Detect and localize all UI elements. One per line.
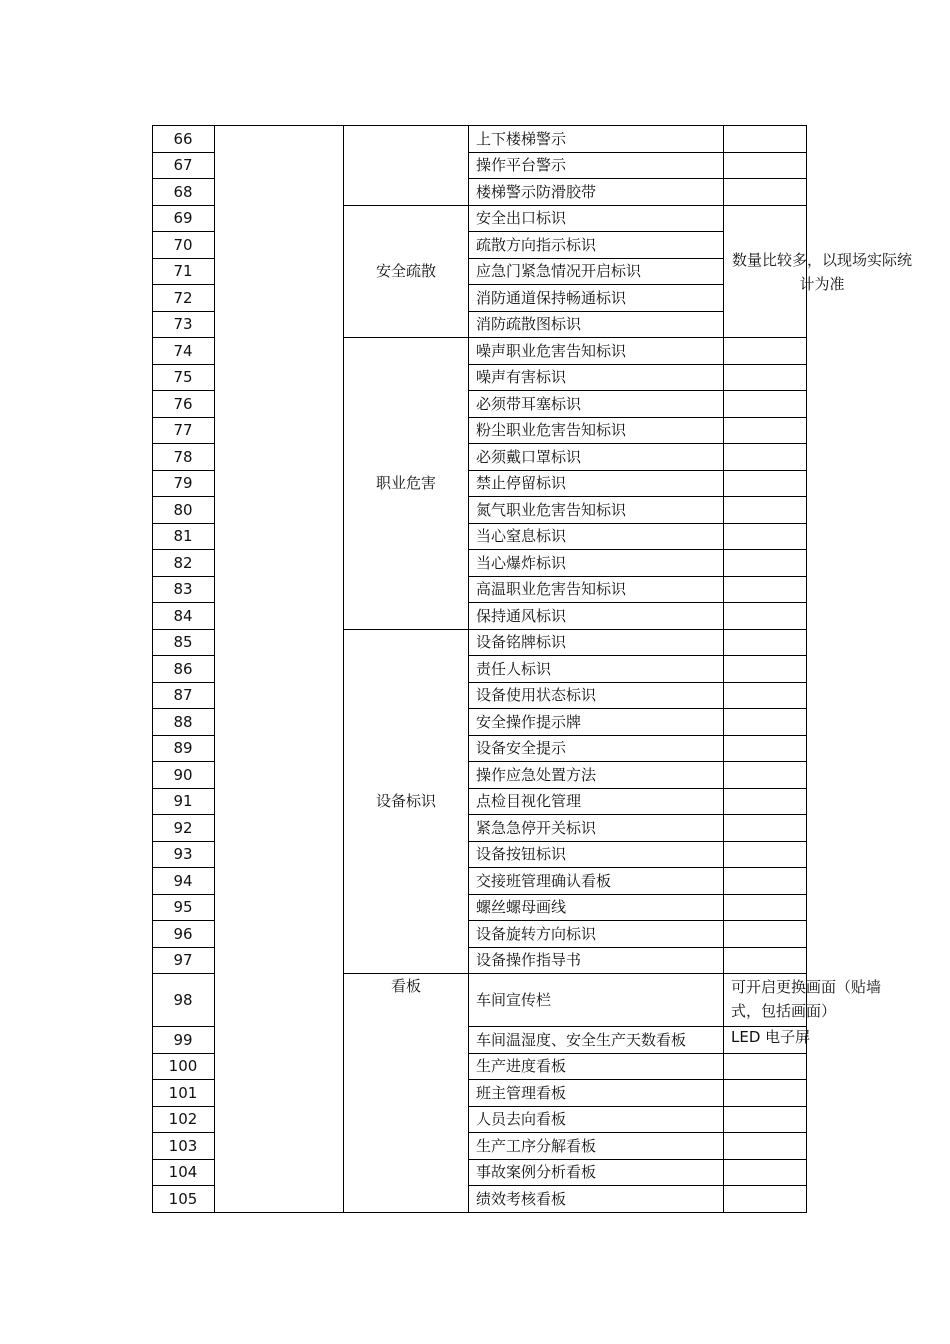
row-number: 67 bbox=[173, 156, 193, 175]
row-item: 螺丝螺母画线 bbox=[476, 898, 567, 917]
row-item: 操作平台警示 bbox=[476, 156, 567, 175]
row-item: 事故案例分析看板 bbox=[476, 1163, 597, 1182]
row-item: 安全出口标识 bbox=[476, 209, 567, 228]
row-item: 上下楼梯警示 bbox=[476, 129, 567, 148]
bottom-border bbox=[152, 1212, 215, 1213]
row-number: 77 bbox=[173, 421, 193, 440]
item-column-divider bbox=[723, 125, 724, 1212]
row-divider bbox=[723, 1159, 807, 1160]
top-border bbox=[214, 125, 344, 126]
row-divider bbox=[723, 523, 807, 524]
row-item: 噪声有害标识 bbox=[476, 368, 567, 387]
row-divider bbox=[723, 629, 807, 630]
row-number: 73 bbox=[173, 315, 193, 334]
row-number: 89 bbox=[173, 739, 193, 758]
row-divider bbox=[723, 417, 807, 418]
row-number: 80 bbox=[173, 500, 193, 519]
row-divider bbox=[723, 682, 807, 683]
row-divider bbox=[723, 1079, 807, 1080]
category-equipment-marking: 设备标识 bbox=[375, 792, 436, 810]
row-item: 设备操作指导书 bbox=[476, 951, 582, 970]
row-number: 96 bbox=[173, 924, 193, 943]
row-divider bbox=[723, 178, 807, 179]
row-divider bbox=[723, 337, 807, 338]
row-item: 应急门紧急情况开启标识 bbox=[476, 262, 642, 281]
row-item: 车间温湿度、安全生产天数看板 bbox=[476, 1030, 687, 1049]
row-number: 72 bbox=[173, 288, 193, 307]
row-item: 生产进度看板 bbox=[476, 1057, 567, 1076]
row-divider bbox=[723, 894, 807, 895]
row-item: 疏散方向指示标识 bbox=[476, 235, 597, 254]
blank-column-divider bbox=[343, 125, 344, 1212]
row-number: 101 bbox=[168, 1083, 198, 1102]
row-number: 87 bbox=[173, 686, 193, 705]
row-item: 设备安全提示 bbox=[476, 739, 567, 758]
row-number: 99 bbox=[173, 1030, 193, 1049]
row-divider bbox=[723, 708, 807, 709]
row-divider bbox=[723, 496, 807, 497]
row-divider bbox=[723, 947, 807, 948]
row-number: 69 bbox=[173, 209, 193, 228]
row-number: 103 bbox=[168, 1136, 198, 1155]
row-number: 82 bbox=[173, 553, 193, 572]
row-number: 76 bbox=[173, 394, 193, 413]
note-evacuation-count: 数量比较多，以现场实际统计为准 bbox=[731, 251, 912, 293]
row-number: 100 bbox=[168, 1057, 198, 1076]
row-number: 97 bbox=[173, 951, 193, 970]
row-number: 105 bbox=[168, 1189, 198, 1208]
row-item: 必须带耳塞标识 bbox=[476, 394, 582, 413]
row-number: 94 bbox=[173, 871, 193, 890]
row-divider bbox=[723, 1106, 807, 1107]
row-item: 设备按钮标识 bbox=[476, 845, 567, 864]
row-number: 79 bbox=[173, 474, 193, 493]
row-number: 104 bbox=[168, 1163, 198, 1182]
row-divider bbox=[723, 814, 807, 815]
row-number: 81 bbox=[173, 527, 193, 546]
row-divider bbox=[723, 1132, 807, 1133]
row-divider bbox=[723, 205, 807, 206]
row-number: 88 bbox=[173, 712, 193, 731]
row-number: 102 bbox=[168, 1110, 198, 1129]
row-number: 90 bbox=[173, 765, 193, 784]
category-divider bbox=[343, 629, 469, 630]
row-item: 消防通道保持畅通标识 bbox=[476, 288, 627, 307]
row-divider bbox=[723, 761, 807, 762]
row-number: 78 bbox=[173, 447, 193, 466]
bottom-border bbox=[343, 1212, 469, 1213]
row-number: 91 bbox=[173, 792, 193, 811]
row-item: 高温职业危害告知标识 bbox=[476, 580, 627, 599]
row-item: 安全操作提示牌 bbox=[476, 712, 582, 731]
row-item: 生产工序分解看板 bbox=[476, 1136, 597, 1155]
row-divider bbox=[723, 443, 807, 444]
row-item: 保持通风标识 bbox=[476, 606, 567, 625]
row-item: 设备铭牌标识 bbox=[476, 633, 567, 652]
row-item: 楼梯警示防滑胶带 bbox=[476, 182, 597, 201]
bottom-border bbox=[468, 1212, 807, 1213]
row-divider bbox=[723, 470, 807, 471]
row-item: 当心窒息标识 bbox=[476, 527, 567, 546]
row-item: 班主管理看板 bbox=[476, 1083, 567, 1102]
row-number: 86 bbox=[173, 659, 193, 678]
row-number: 70 bbox=[173, 235, 193, 254]
note-publicity-board: 可开启更换画面（贴墙式，包括画面） bbox=[731, 978, 882, 1020]
row-number: 95 bbox=[173, 898, 193, 917]
row-divider bbox=[723, 364, 807, 365]
row-number: 84 bbox=[173, 606, 193, 625]
category-column-divider bbox=[468, 125, 469, 1212]
row-item: 车间宣传栏 bbox=[476, 991, 552, 1009]
category-occupational-hazard: 职业危害 bbox=[375, 474, 436, 492]
row-number: 98 bbox=[173, 991, 193, 1009]
row-divider bbox=[723, 867, 807, 868]
row-item: 紧急急停开关标识 bbox=[476, 818, 597, 837]
row-number: 93 bbox=[173, 845, 193, 864]
row-number: 92 bbox=[173, 818, 193, 837]
row-divider bbox=[723, 841, 807, 842]
row-divider bbox=[723, 390, 807, 391]
row-item: 设备旋转方向标识 bbox=[476, 924, 597, 943]
row-item: 粉尘职业危害告知标识 bbox=[476, 421, 627, 440]
row-item: 人员去向看板 bbox=[476, 1110, 567, 1129]
category-divider bbox=[343, 205, 469, 206]
note-temp-board: LED 电子屏 bbox=[731, 1028, 811, 1046]
row-divider bbox=[723, 788, 807, 789]
row-number: 71 bbox=[173, 262, 193, 281]
row-divider bbox=[723, 1185, 807, 1186]
row-divider bbox=[723, 735, 807, 736]
row-divider bbox=[723, 602, 807, 603]
bottom-border bbox=[214, 1212, 344, 1213]
row-item: 设备使用状态标识 bbox=[476, 686, 597, 705]
row-divider bbox=[723, 920, 807, 921]
row-number: 74 bbox=[173, 341, 193, 360]
row-number: 66 bbox=[173, 129, 193, 148]
row-divider bbox=[723, 655, 807, 656]
row-number: 83 bbox=[173, 580, 193, 599]
row-number: 85 bbox=[173, 633, 193, 652]
row-divider bbox=[723, 152, 807, 153]
row-item: 氮气职业危害告知标识 bbox=[476, 500, 627, 519]
category-divider bbox=[343, 337, 469, 338]
row-item: 消防疏散图标识 bbox=[476, 315, 582, 334]
row-divider bbox=[723, 549, 807, 550]
row-number: 68 bbox=[173, 182, 193, 201]
row-number: 75 bbox=[173, 368, 193, 387]
row-divider bbox=[723, 1053, 807, 1054]
row-item: 绩效考核看板 bbox=[476, 1189, 567, 1208]
row-item: 点检目视化管理 bbox=[476, 792, 582, 811]
row-item: 当心爆炸标识 bbox=[476, 553, 567, 572]
row-item: 操作应急处置方法 bbox=[476, 765, 597, 784]
top-border bbox=[343, 125, 469, 126]
row-item: 禁止停留标识 bbox=[476, 474, 567, 493]
row-divider bbox=[723, 576, 807, 577]
row-item: 责任人标识 bbox=[476, 659, 552, 678]
number-column-divider bbox=[214, 125, 215, 1212]
row-item: 噪声职业危害告知标识 bbox=[476, 341, 627, 360]
row-item: 交接班管理确认看板 bbox=[476, 871, 612, 890]
category-board: 看板 bbox=[390, 977, 421, 995]
category-evacuation: 安全疏散 bbox=[375, 262, 436, 280]
row-item: 必须戴口罩标识 bbox=[476, 447, 582, 466]
